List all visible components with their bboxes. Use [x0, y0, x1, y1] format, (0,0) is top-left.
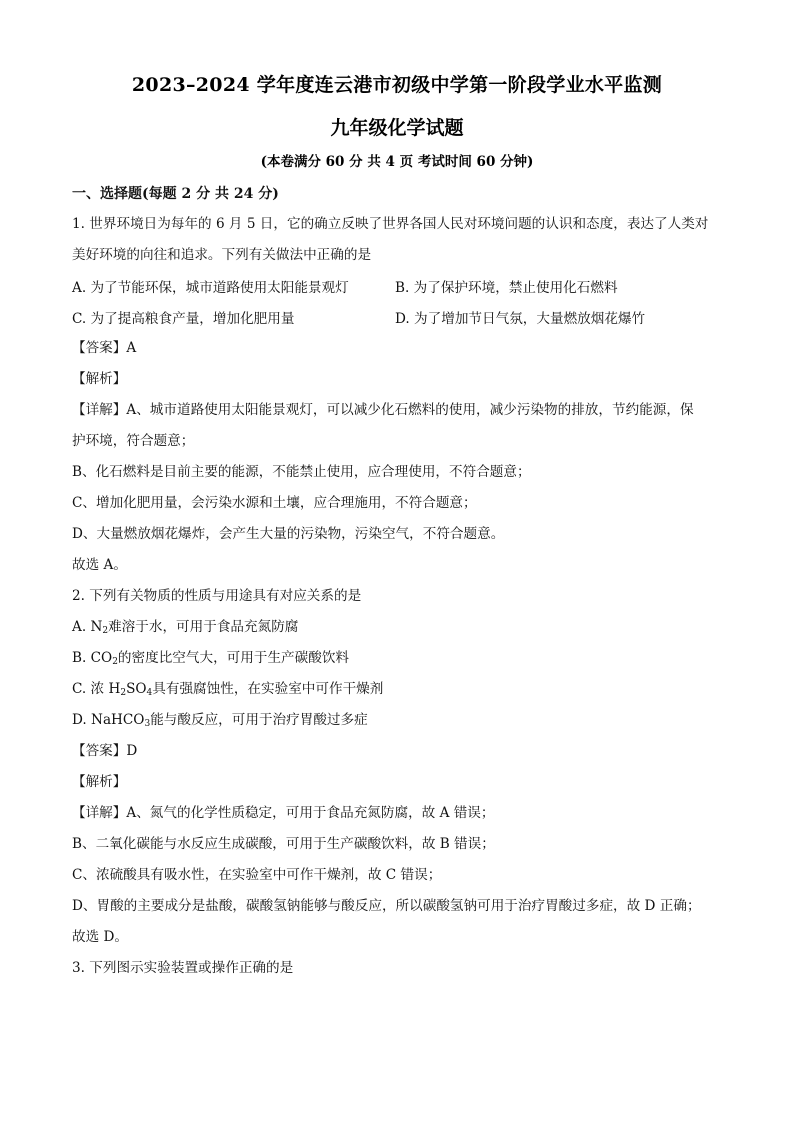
q1-option-a: A. 为了节能环保，城市道路使用太阳能景观灯 — [72, 280, 349, 296]
q1-detail-c: C、增加化肥用量，会污染水源和土壤，应合理施用，不符合题意； — [72, 495, 477, 511]
q2-option-c: C. 浓 $H_2SO_4$具有强腐蚀性，在实验室中可作干燥剂 — [72, 681, 384, 698]
q1-detail-line2: 护环境，符合题意； — [72, 433, 195, 449]
q2-answer: 【答案】D — [72, 743, 138, 759]
exam-title: 2023–2024 学年度连云港市初级中学第一阶段学业水平监测 — [131, 74, 663, 96]
q2-analysis-label: 【解析】 — [72, 774, 127, 790]
q2-conclusion: 故选 D。 — [72, 929, 129, 945]
exam-subtitle: 九年级化学试题 — [330, 117, 464, 139]
exam-info: (本卷满分 60 分 共 4 页 考试时间 60 分钟) — [260, 154, 534, 170]
q1-detail-d: D、大量燃放烟花爆炸，会产生大量的污染物，污染空气，不符合题意。 — [72, 526, 505, 542]
q1-detail-b: B、化石燃料是目前主要的能源，不能禁止使用，应合理使用，不符合题意； — [72, 464, 531, 480]
q2-detail-b: B、二氧化碳能与水反应生成碳酸，可用于生产碳酸饮料，故 B 错误； — [72, 836, 495, 852]
q1-conclusion: 故选 A。 — [72, 557, 127, 573]
q2-detail-a: 【详解】A、氮气的化学性质稳定，可用于食品充氮防腐，故 A 错误； — [72, 805, 495, 821]
q2-detail-c: C、浓硫酸具有吸水性，在实验室中可作干燥剂，故 C 错误； — [72, 867, 442, 883]
section-heading: 一、选择题(每题 2 分 共 24 分) — [72, 186, 279, 202]
q1-option-c: C. 为了提高粮食产量，增加化肥用量 — [72, 311, 295, 327]
q3-stem: 3. 下列图示实验装置或操作正确的是 — [72, 960, 294, 976]
q2-detail-d: D、胃酸的主要成分是盐酸，碳酸氢钠能够与酸反应，所以碳酸氢钠可用于治疗胃酸过多症，故 D 正确； — [72, 898, 701, 914]
q2-option-a: A. $N_2$难溶于水，可用于食品充氮防腐 — [72, 619, 299, 636]
q2-stem: 2. 下列有关物质的性质与用途具有对应关系的是 — [72, 588, 362, 604]
q1-stem-line2: 美好环境的向往和追求。下列有关做法中正确的是 — [72, 247, 372, 263]
q1-stem-line1: 1. 世界环境日为每年的 6 月 5 日，它的确立反映了世界各国人民对环境问题的认识和态度，表达了人类对 — [72, 216, 709, 232]
q1-analysis-label: 【解析】 — [72, 371, 127, 387]
q1-answer: 【答案】A — [72, 340, 137, 356]
q1-option-d: D. 为了增加节日气氛，大量燃放烟花爆竹 — [395, 311, 646, 327]
q2-option-b: B. $CO_2$的密度比空气大，可用于生产碳酸饮料 — [72, 650, 350, 667]
q2-option-d: D. NaHCO$_3$能与酸反应，可用于治疗胃酸过多症 — [72, 712, 368, 729]
q1-option-b: B. 为了保护环境，禁止使用化石燃料 — [395, 280, 618, 296]
q1-detail-line1: 【详解】A、城市道路使用太阳能景观灯，可以减少化石燃料的使用，减少污染物的排放，节约能源，保 — [72, 402, 694, 418]
